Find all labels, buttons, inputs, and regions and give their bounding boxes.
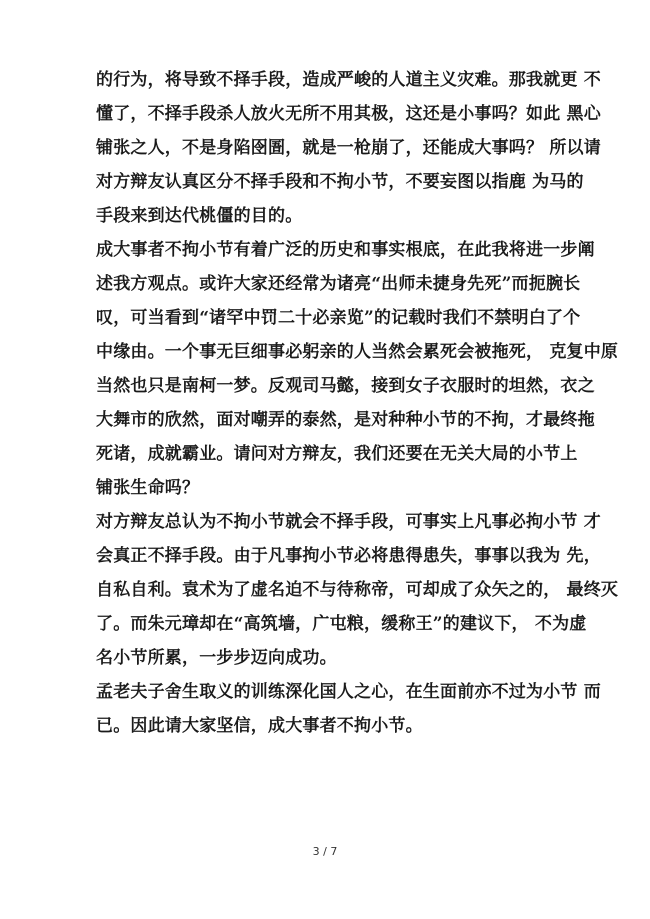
text-line: 死诸，成就霸业。请问对方辩友，我们还要在无关大局的小节上: [96, 444, 578, 464]
text-line: 铺张生命吗？: [96, 478, 200, 498]
text-line: 已。因此请大家坚信，成大事者不拘小节。: [96, 716, 423, 736]
text-line: 叹，可当看到“诸罕中罚二十必亲览”的记载时我们不禁明白了个: [96, 308, 581, 328]
page-number: 3 / 7: [312, 845, 338, 858]
text-line: 名小节所累，一步步迈向成功。: [96, 648, 337, 668]
text-line: 懂了，不择手段杀人放火无所不用其极，这还是小事吗？如此 黑心: [96, 104, 601, 124]
text-line: 中缘由。一个事无巨细事必躬亲的人当然会累死会被拖死， 克复中原: [96, 342, 619, 362]
text-line: 铺张之人，不是身陷囹圄，就是一枪崩了，还能成大事吗？ 所以请: [96, 138, 601, 158]
text-line: 成大事者不拘小节有着广泛的历史和事实根底，在此我将进一步阐: [96, 240, 595, 260]
text-line: 对方辩友认真区分不择手段和不拘小节，不要妄图以指鹿 为马的: [96, 172, 584, 192]
text-line: 大舞市的欣然，面对嘲弄的泰然，是对种种小节的不拘，才最终拖: [96, 410, 595, 430]
text-line: 对方辩友总认为不拘小节就会不择手段，可事实上凡事必拘小节 才: [96, 512, 601, 532]
text-line: 会真正不择手段。由于凡事拘小节必将患得患失，事事以我为 先，: [96, 546, 601, 566]
text-line: 的行为，将导致不择手段，造成严峻的人道主义灾难。那我就更 不: [96, 70, 601, 90]
text-line: 孟老夫子舍生取义的训练深化国人之心，在生面前亦不过为小节 而: [96, 682, 601, 702]
text-line: 述我方观点。或许大家还经常为诸亮“出师未捷身先死”而扼腕长: [96, 274, 581, 294]
text-line: 当然也只是南柯一梦。反观司马懿，接到女子衣服时的坦然，衣之: [96, 376, 595, 396]
text-line: 了。而朱元璋却在“高筑墙，广屯粮，缓称王”的建议下， 不为虚: [96, 614, 587, 634]
text-line: 手段来到达代桃僵的目的。: [96, 206, 303, 226]
text-line: 自私自利。袁术为了虚名迫不与待称帝，可却成了众矢之的， 最终灭: [96, 580, 619, 600]
